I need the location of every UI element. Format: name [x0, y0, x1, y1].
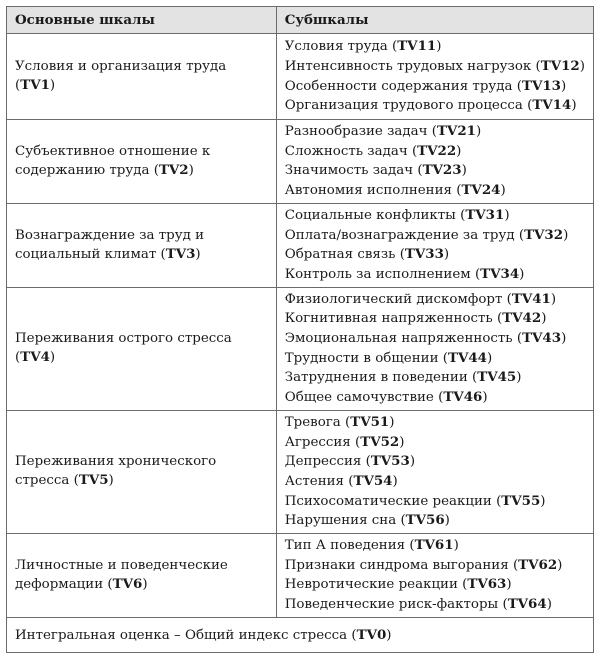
- subscale-cell: [276, 120, 593, 204]
- list-item: Общее самочувствие (TV46): [284, 389, 488, 406]
- list-item: Особенности содержания труда (TV13): [284, 77, 567, 94]
- table-row: [7, 534, 594, 618]
- list-item: Невротические реакции (TV63): [284, 576, 512, 593]
- list-item: Астения (TV54): [284, 472, 398, 489]
- list-item: Интенсивность трудовых нагрузок (TV12): [284, 57, 585, 74]
- table-row: [7, 34, 594, 120]
- list-item: Затруднения в поведении (TV45): [284, 369, 522, 386]
- header-subscales: Субшкалы: [276, 7, 593, 34]
- integral-score-name: Интегральная оценка – Общий индекс стресса: [15, 627, 348, 643]
- main-scale-code: TV2: [158, 161, 189, 178]
- main-scale-code: TV6: [112, 575, 143, 592]
- main-scale-code: TV1: [20, 77, 50, 93]
- main-scale-cell: Условия и организация труда (TV1): [7, 34, 277, 120]
- integral-score-cell: Интегральная оценка – Общий индекс стресса (TV0): [7, 617, 594, 652]
- list-item: Эмоциональная напряженность (TV43): [284, 330, 567, 347]
- main-scale-code: TV3: [165, 245, 196, 262]
- main-scale-code: TV5: [78, 472, 109, 489]
- list-item: Социальные конфликты (TV31): [284, 206, 510, 223]
- list-item: Оплата/вознаграждение за труд (TV32): [284, 226, 569, 243]
- subscale-cell: [276, 34, 593, 120]
- subscale-cell: [276, 534, 593, 618]
- table-row: [7, 203, 594, 287]
- main-scale-name: Субъективное отношение к содержанию труда: [15, 143, 211, 178]
- main-scale-cell: Вознаграждение за труд и социальный климат (TV3): [7, 203, 277, 287]
- subscale-cell: [276, 410, 593, 533]
- list-item: Контроль за исполнением (TV34): [284, 265, 525, 282]
- table-row: [7, 120, 594, 204]
- list-item: Тип А поведения (TV61): [284, 537, 459, 554]
- list-item: Нарушения сна (TV56): [284, 512, 450, 529]
- table-row: [7, 287, 594, 410]
- main-scale-name: Личностные и поведенческие деформации: [15, 557, 228, 592]
- list-item: Признаки синдрома выгорания (TV62): [284, 556, 563, 573]
- main-scale-cell: Переживания хронического стресса (TV5): [7, 410, 277, 533]
- list-item: Психосоматические реакции (TV55): [284, 492, 546, 509]
- list-item: Автономия исполнения (TV24): [284, 182, 506, 199]
- list-item: Условия труда (TV11): [284, 38, 442, 55]
- list-item: Физиологический дискомфорт (TV41): [284, 290, 557, 307]
- main-scale-cell: Личностные и поведенческие деформации (TV6): [7, 534, 277, 618]
- list-item: Когнитивная напряженность (TV42): [284, 310, 547, 327]
- main-scale-name: Условия и организация труда: [15, 59, 227, 74]
- list-item: Депрессия (TV53): [284, 453, 416, 470]
- list-item: Трудности в общении (TV44): [284, 349, 493, 366]
- main-scale-name: Вознаграждение за труд и социальный климат: [15, 227, 205, 262]
- main-scale-cell: Переживания острого стресса (TV4): [7, 287, 277, 410]
- total-row: [7, 617, 594, 652]
- subscale-cell: [276, 287, 593, 410]
- list-item: Разнообразие задач (TV21): [284, 123, 482, 139]
- list-item: Значимость задач (TV23): [284, 162, 467, 179]
- integral-score-code: TV0: [356, 626, 387, 643]
- scales-table: [6, 6, 594, 653]
- list-item: Поведенческие риск-факторы (TV64): [284, 596, 552, 613]
- list-item: Сложность задач (TV22): [284, 142, 462, 159]
- main-scale-name: Переживания хронического стресса: [15, 454, 217, 489]
- list-item: Обратная связь (TV33): [284, 246, 450, 263]
- table-row: [7, 410, 594, 533]
- header-row: [7, 7, 594, 34]
- list-item: Организация трудового процесса (TV14): [284, 97, 577, 114]
- main-scale-name: Переживания острого стресса: [15, 331, 232, 347]
- list-item: Агрессия (TV52): [284, 433, 405, 450]
- subscale-cell: [276, 203, 593, 287]
- list-item: Тревога (TV51): [284, 413, 395, 430]
- main-scale-code: TV4: [20, 349, 50, 366]
- main-scale-cell: Субъективное отношение к содержанию труда (TV2): [7, 120, 277, 204]
- header-main-scales: Основные шкалы: [7, 7, 277, 34]
